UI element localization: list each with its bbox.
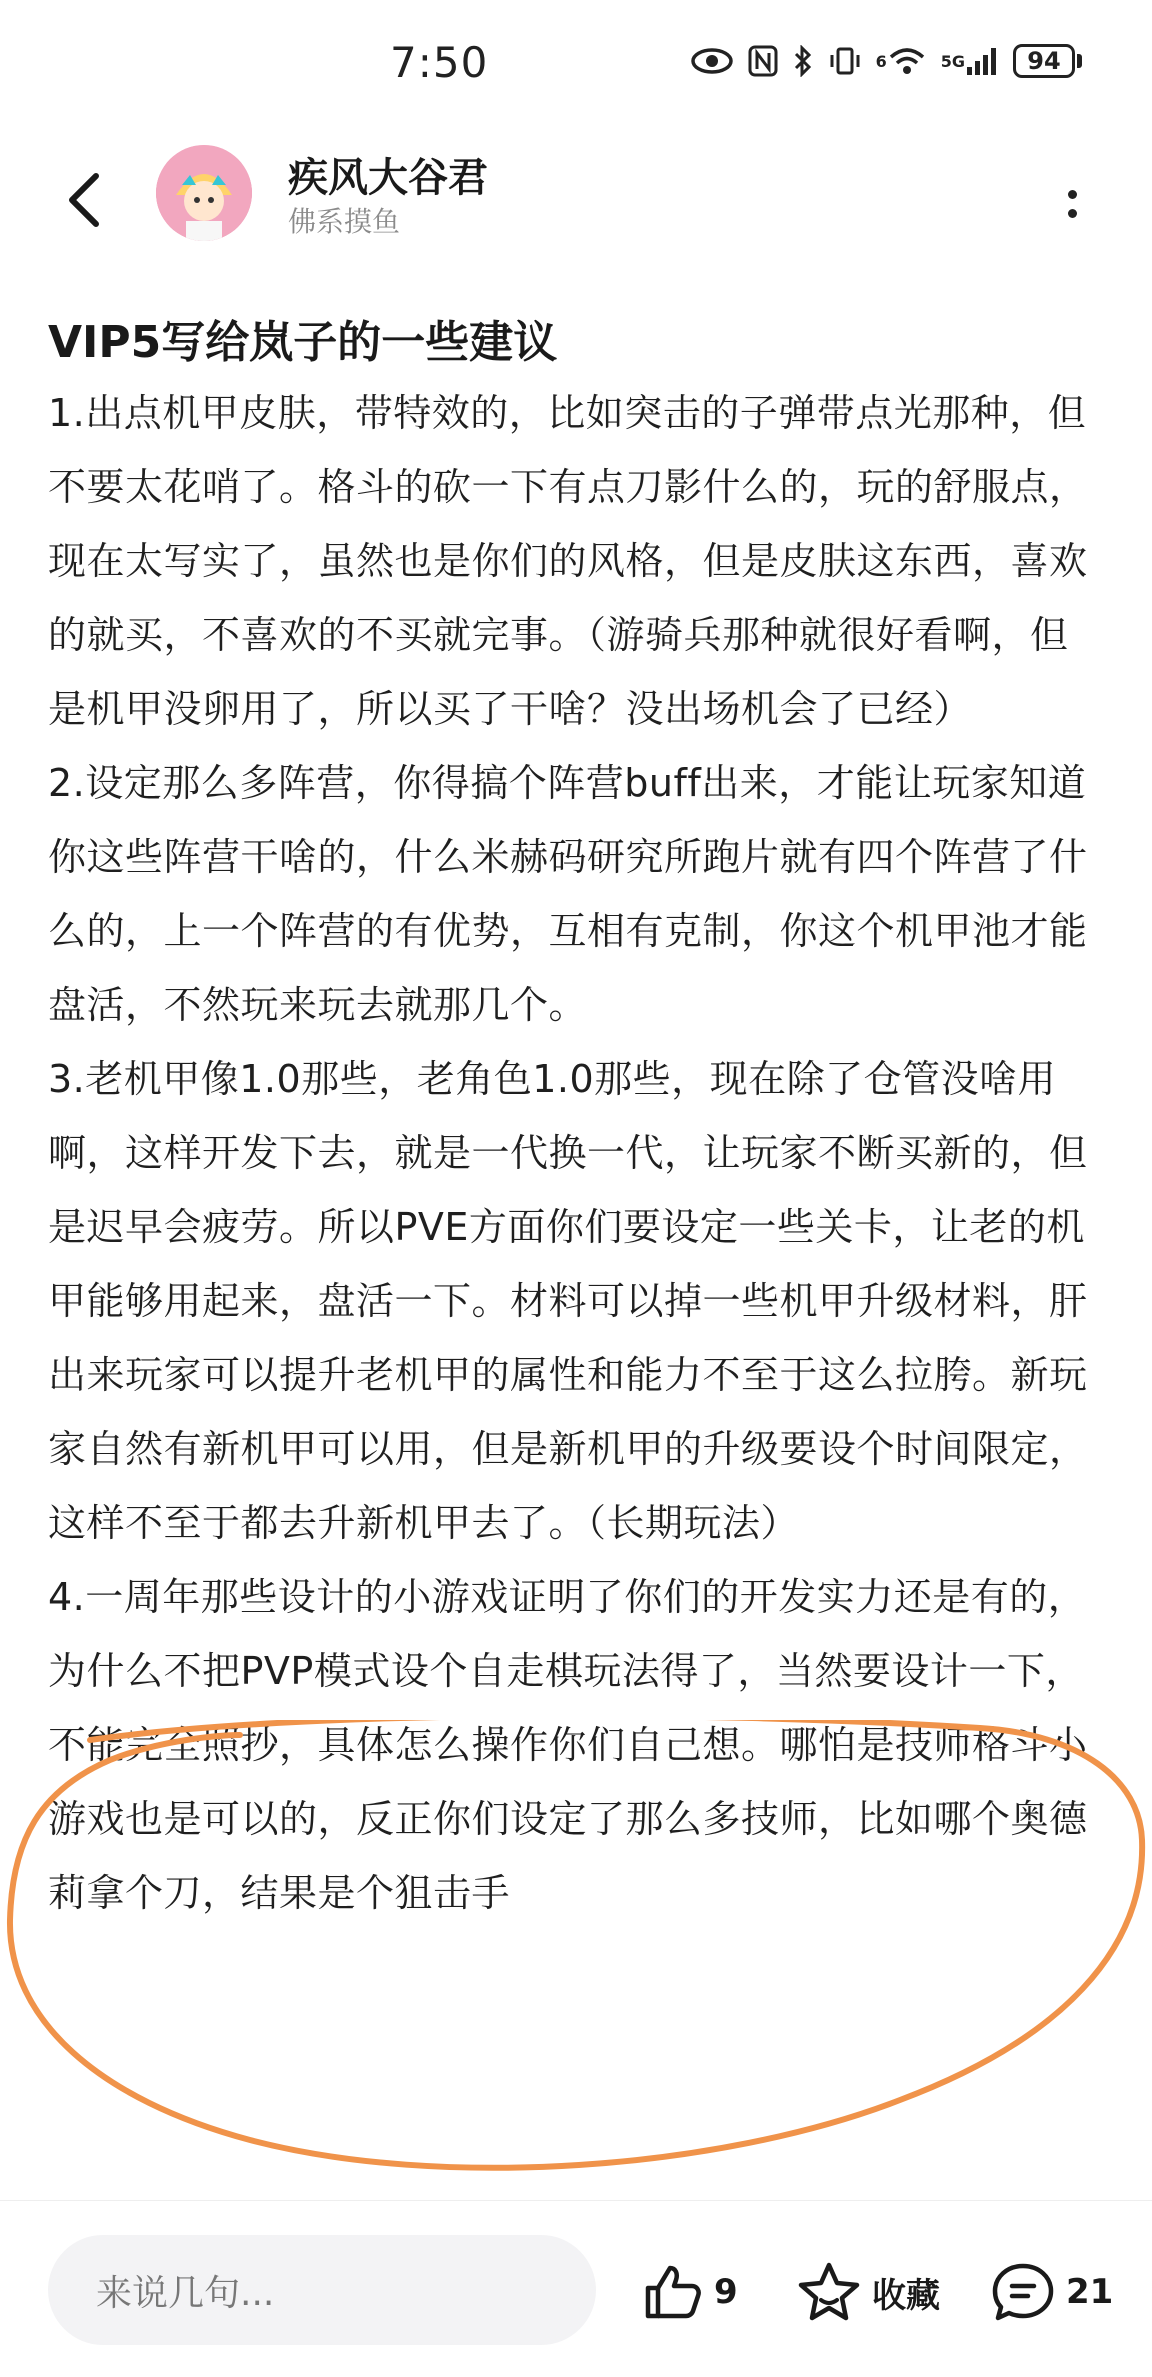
battery-icon xyxy=(1013,44,1082,78)
post-title: VIP5写给岚子的一些建议 xyxy=(48,317,558,368)
nfc-icon xyxy=(748,45,778,77)
comment-count: 21 xyxy=(1066,2272,1114,2312)
eye-icon xyxy=(690,46,734,76)
like-button[interactable] xyxy=(640,2257,738,2327)
wifi-label: 6 xyxy=(875,51,887,71)
author-avatar[interactable] xyxy=(156,145,252,241)
post-body xyxy=(48,376,1104,2202)
author-name[interactable]: 疾风大谷君 xyxy=(288,155,488,201)
bottom-action-bar xyxy=(0,2200,1152,2377)
battery-level: 94 xyxy=(1013,44,1075,78)
wifi-icon xyxy=(876,45,927,77)
comment-placeholder: 来说几句... xyxy=(96,2272,275,2314)
post-paragraph-2: 2.设定那么多阵营，你得搞个阵营buff出来，才能让玩家知道你这些阵营干啥的，什么米赫码研究所跑片就有四个阵营了什么的，上一个阵营的有优势，互相有克制，你这个机甲池才能盘活，不然玩来玩去就那几个。 xyxy=(48,761,1088,1027)
signal-icon xyxy=(941,45,999,77)
status-time: 7:50 xyxy=(390,38,489,87)
post-paragraph-1: 1.出点机甲皮肤，带特效的，比如突击的子弹带点光那种，但不要太花哨了。格斗的砍一下有点刀影什么的，玩的舒服点，现在太写实了，虽然也是你们的风格，但是皮肤这东西，喜欢的就买，不喜欢的不买就完事。（游骑兵那种就很好看啊，但是机甲没卵用了，所以买了干啥？没出场机会了已经） xyxy=(48,391,1088,731)
bluetooth-icon xyxy=(792,45,814,77)
post-header xyxy=(0,140,1152,260)
vibrate-icon xyxy=(828,45,862,77)
status-icons xyxy=(690,44,1082,78)
more-vertical-icon xyxy=(1068,190,1077,199)
author-signature: 佛系摸鱼 xyxy=(288,205,401,238)
star-icon xyxy=(796,2260,862,2324)
network-label: 5G xyxy=(940,51,965,71)
more-options-button[interactable] xyxy=(1052,174,1092,234)
comment-input[interactable] xyxy=(48,2235,596,2345)
comment-button[interactable] xyxy=(990,2257,1113,2327)
like-count: 9 xyxy=(714,2272,738,2312)
comment-bubble-icon xyxy=(990,2260,1056,2324)
status-bar xyxy=(0,0,1152,140)
favorite-label: 收藏 xyxy=(872,2275,940,2316)
post-paragraph-3: 3.老机甲像1.0那些，老角色1.0那些，现在除了仓管没啥用啊，这样开发下去，就是一代换一代，让玩家不断买新的，但是迟早会疲劳。所以PVE方面你们要设定一些关卡，让老的机甲能够用起来，盘活一下。材料可以掉一些机甲升级材料，肝出来玩家可以提升老机甲的属性和能力不至于这么拉胯。新玩家自然有新机甲可以用，但是新机甲的升级要设个时间限定，这样不至于都去升新机甲去了。（长期玩法） xyxy=(48,1057,1088,1545)
thumbs-up-icon xyxy=(640,2260,704,2324)
back-arrow-icon xyxy=(64,170,104,230)
back-button[interactable] xyxy=(48,164,120,236)
post-paragraph-4: 4.一周年那些设计的小游戏证明了你们的开发实力还是有的，为什么不把PVP模式设个自走棋玩法得了，当然要设计一下，不能完全照抄，具体怎么操作你们自己想。哪怕是技师格斗小游戏也是可以的，反正你们设定了那么多技师，比如哪个奥德莉拿个刀，结果是个狙击手 xyxy=(48,1575,1088,1915)
favorite-button[interactable] xyxy=(796,2257,940,2327)
